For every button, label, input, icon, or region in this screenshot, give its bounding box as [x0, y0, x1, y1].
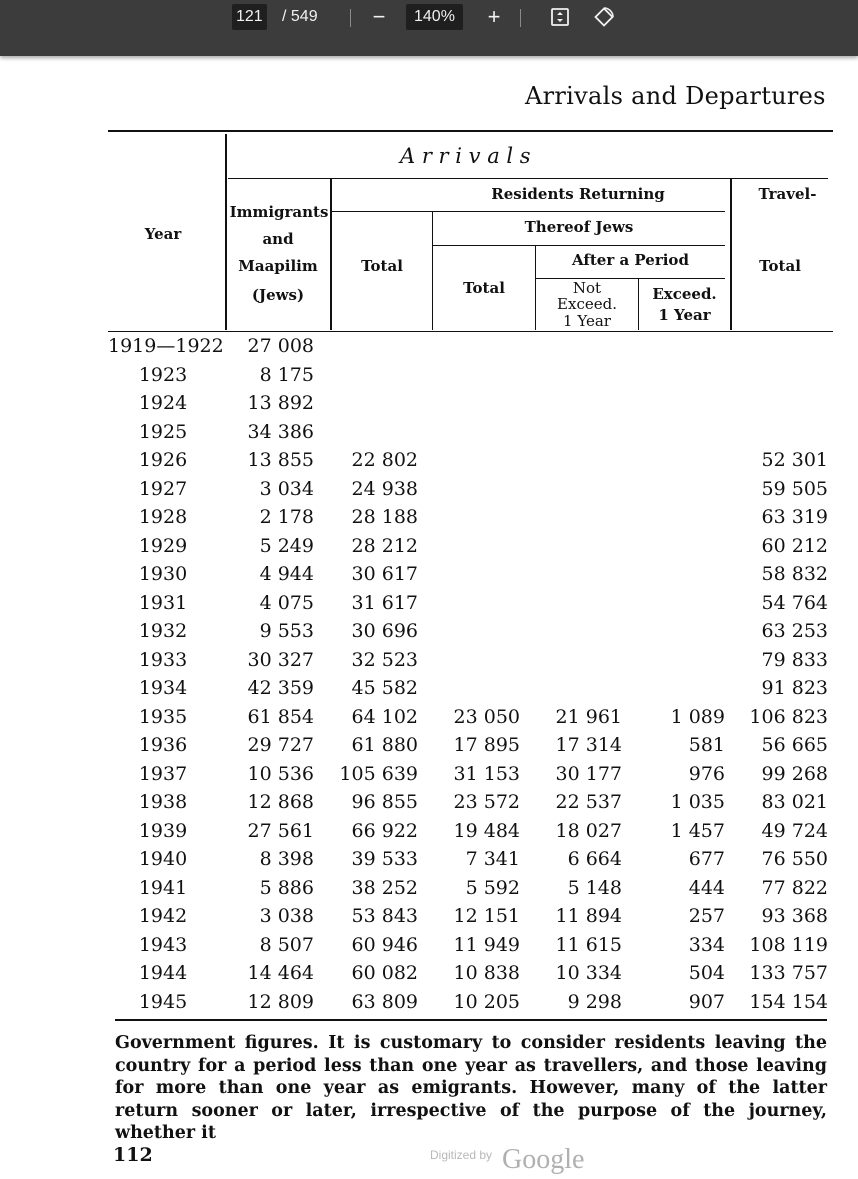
table-bottom-rule [115, 1019, 827, 1021]
cell-year: 1929 [138, 534, 188, 557]
cell-year: 1945 [138, 990, 188, 1013]
cell-trv: 60 212 [761, 534, 828, 557]
cell-year: 1941 [138, 876, 188, 899]
table-row [0, 590, 858, 619]
cell-year: 1924 [138, 392, 188, 414]
table-row [0, 789, 858, 818]
cell-imm: 13 892 [247, 392, 314, 414]
cell-year: 1939 [138, 819, 188, 842]
cell-trv: 59 505 [761, 477, 828, 500]
header-immigrants-4: (Jews) [251, 286, 305, 304]
cell-imm: 8 507 [259, 933, 314, 956]
cell-ne: 18 027 [555, 819, 622, 842]
cell-year: 1919—1922 [108, 335, 224, 357]
cell-ex: 581 [688, 734, 725, 756]
header-thereof-jews: Thereof Jews [524, 218, 634, 236]
cell-year: 1934 [138, 677, 188, 699]
toolbar-divider [520, 9, 521, 27]
cell-year: 1931 [138, 591, 188, 614]
cell-year: 1936 [138, 734, 188, 756]
fit-page-icon[interactable] [545, 2, 575, 32]
cell-res: 7 341 [465, 848, 520, 870]
cell-year: 1943 [138, 933, 188, 956]
cell-tot: 53 843 [351, 905, 418, 927]
header-year: Year [144, 225, 182, 243]
page-heading: Arrivals and Departures [525, 82, 826, 110]
zoom-level-input[interactable]: 140% [406, 4, 463, 30]
header-res-total: Total [463, 279, 505, 297]
header-immigrants-3: Maapilim [238, 257, 318, 275]
cell-ne: 17 314 [555, 734, 622, 756]
travel-column-rule [730, 178, 732, 330]
cell-imm: 30 327 [247, 648, 314, 671]
cell-res: 19 484 [453, 819, 520, 842]
cell-imm: 5 886 [259, 876, 314, 899]
cell-imm: 27 008 [247, 335, 314, 357]
table-row [0, 932, 858, 961]
cell-tot: 24 938 [351, 477, 418, 500]
cell-ex: 907 [688, 990, 725, 1013]
cell-year: 1944 [138, 962, 188, 984]
cell-imm: 29 727 [247, 734, 314, 756]
cell-ne: 10 334 [555, 962, 622, 984]
toolbar-divider [350, 9, 351, 27]
table-row [0, 875, 858, 904]
header-exceed-2: 1 Year [658, 306, 711, 324]
table-row [0, 362, 858, 391]
cell-tot: 45 582 [351, 677, 418, 699]
cell-trv: 93 368 [761, 905, 828, 927]
cell-res: 12 151 [453, 905, 520, 927]
residents-rule [332, 211, 725, 212]
header-not-exceed-2: Exceed. [557, 295, 617, 313]
cell-tot: 22 802 [351, 449, 418, 471]
header-arrivals-text: A r r i v a l s [400, 144, 531, 168]
header-immigrants-1: Immigrants [229, 203, 329, 221]
cell-trv: 106 823 [749, 705, 828, 728]
zoom-out-button[interactable]: − [372, 4, 386, 29]
cell-res: 10 205 [453, 990, 520, 1013]
cell-year: 1925 [138, 420, 188, 443]
cell-imm: 8 398 [259, 848, 314, 870]
table-row [0, 704, 858, 733]
cell-ne: 30 177 [555, 762, 622, 785]
cell-tot: 60 946 [351, 933, 418, 956]
cell-imm: 5 249 [259, 534, 314, 557]
page-number: 112 [113, 1144, 153, 1166]
digitized-by-label: Digitized by [430, 1148, 493, 1162]
rotate-icon[interactable] [589, 2, 619, 32]
cell-imm: 2 178 [259, 506, 314, 528]
cell-imm: 4 944 [259, 563, 314, 585]
cell-ex: 1 089 [670, 705, 725, 728]
cell-imm: 27 561 [247, 819, 314, 842]
cell-res: 31 153 [453, 762, 520, 785]
table-row [0, 504, 858, 533]
cell-year: 1933 [138, 648, 188, 671]
google-logo: Google [502, 1144, 585, 1175]
cell-imm: 12 809 [247, 990, 314, 1013]
cell-year: 1928 [138, 506, 188, 528]
arrivals-rule [228, 178, 828, 179]
cell-imm: 3 034 [259, 477, 314, 500]
cell-tot: 96 855 [351, 791, 418, 813]
cell-ne: 11 615 [555, 933, 622, 956]
year-column-rule [225, 134, 227, 330]
header-bottom-rule [108, 331, 833, 332]
cell-ne: 21 961 [555, 705, 622, 728]
cell-trv: 58 832 [761, 563, 828, 585]
cell-tot: 30 696 [351, 620, 418, 642]
cell-imm: 8 175 [259, 363, 314, 386]
table-row [0, 846, 858, 875]
cell-imm: 14 464 [247, 962, 314, 984]
cell-imm: 9 553 [259, 620, 314, 642]
cell-tot: 28 212 [351, 534, 418, 557]
header-immigrants-2: and [262, 230, 294, 248]
cell-year: 1940 [138, 848, 188, 870]
cell-res: 10 838 [453, 962, 520, 984]
cell-trv: 52 301 [761, 449, 828, 471]
cell-trv: 99 268 [761, 762, 828, 785]
cell-ne: 5 148 [567, 876, 622, 899]
cell-tot: 66 922 [351, 819, 418, 842]
header-travel: Travel- [758, 185, 817, 203]
table-top-rule [108, 130, 833, 132]
table-row [0, 818, 858, 847]
cell-trv: 63 253 [761, 620, 828, 642]
cell-imm: 34 386 [247, 420, 314, 443]
cell-ne: 6 664 [567, 848, 622, 870]
cell-tot: 32 523 [351, 648, 418, 671]
cell-res: 23 572 [453, 791, 520, 813]
table-row [0, 960, 858, 989]
cell-res: 5 592 [465, 876, 520, 899]
cell-ex: 504 [688, 962, 725, 984]
cell-res: 17 895 [453, 734, 520, 756]
table-row [0, 903, 858, 932]
table-row [0, 533, 858, 562]
cell-year: 1935 [138, 705, 188, 728]
table-row [0, 647, 858, 676]
cell-year: 1937 [138, 762, 188, 785]
immigrants-column-rule [330, 178, 332, 330]
cell-trv: 56 665 [761, 734, 828, 756]
cell-ex: 1 457 [670, 819, 725, 842]
cell-trv: 77 822 [761, 876, 828, 899]
cell-tot: 28 188 [351, 506, 418, 528]
cell-year: 1930 [138, 563, 188, 585]
page-total: / 549 [282, 8, 318, 25]
cell-trv: 54 764 [761, 591, 828, 614]
cell-tot: 30 617 [351, 563, 418, 585]
cell-ex: 976 [688, 762, 725, 785]
cell-year: 1926 [138, 449, 188, 471]
table-row [0, 390, 858, 419]
footnote-text: Government figures. It is customary to consider residents leaving the country for a period less than one year as travellers, and those leaving for more than one year as emigrants. However, many of the latter return sooner or later, irrespective of the purpose of the journey, whether it [115, 1033, 827, 1143]
cell-imm: 4 075 [259, 591, 314, 614]
table-row [0, 675, 858, 704]
table-row [0, 419, 858, 448]
table-body [0, 333, 858, 1017]
cell-trv: 63 319 [761, 506, 828, 528]
cell-year: 1923 [138, 363, 188, 386]
cell-tot: 64 102 [351, 705, 418, 728]
table-row [0, 732, 858, 761]
cell-ex: 334 [688, 933, 725, 956]
header-not-exceed-1: Not [572, 279, 602, 297]
table-row [0, 761, 858, 790]
cell-ex: 677 [688, 848, 725, 870]
cell-imm: 13 855 [247, 449, 314, 471]
header-total: Total [361, 257, 403, 275]
cell-tot: 38 252 [351, 876, 418, 899]
header-travel-total: Total [759, 257, 801, 275]
cell-ne: 11 894 [555, 905, 622, 927]
cell-trv: 154 154 [749, 990, 828, 1013]
table-row [0, 333, 858, 362]
cell-year: 1927 [138, 477, 188, 500]
table-row [0, 447, 858, 476]
zoom-in-button[interactable]: + [487, 4, 501, 29]
header-residents-returning: Residents Returning [491, 185, 665, 203]
cell-res: 11 949 [453, 933, 520, 956]
table-row [0, 989, 858, 1018]
cell-ex: 444 [688, 876, 725, 899]
cell-res: 23 050 [453, 705, 520, 728]
viewer-toolbar [0, 0, 858, 56]
cell-year: 1942 [138, 905, 188, 927]
header-not-exceed-3: 1 Year [563, 312, 611, 330]
cell-imm: 10 536 [247, 762, 314, 785]
cell-trv: 91 823 [761, 677, 828, 699]
cell-trv: 133 757 [749, 962, 828, 984]
header-after-period: After a Period [572, 251, 689, 269]
cell-year: 1938 [138, 791, 188, 813]
cell-tot: 105 639 [339, 762, 418, 785]
cell-imm: 42 359 [247, 677, 314, 699]
cell-ex: 257 [688, 905, 725, 927]
header-exceed-1: Exceed. [652, 285, 717, 303]
cell-trv: 76 550 [761, 848, 828, 870]
table-row [0, 618, 858, 647]
cell-imm: 12 868 [247, 791, 314, 813]
cell-trv: 108 119 [749, 933, 828, 956]
cell-ne: 9 298 [567, 990, 622, 1013]
cell-trv: 83 021 [761, 791, 828, 813]
cell-tot: 63 809 [351, 990, 418, 1013]
table-row [0, 561, 858, 590]
cell-year: 1932 [138, 620, 188, 642]
cell-ex: 1 035 [670, 791, 725, 813]
cell-ne: 22 537 [555, 791, 622, 813]
after-period-rule [536, 278, 725, 279]
thereof-jews-rule [433, 245, 725, 246]
cell-tot: 60 082 [351, 962, 418, 984]
cell-trv: 49 724 [761, 819, 828, 842]
header-arrivals [400, 146, 640, 167]
cell-tot: 39 533 [351, 848, 418, 870]
cell-imm: 61 854 [247, 705, 314, 728]
cell-tot: 61 880 [351, 734, 418, 756]
page-number-input[interactable]: 121 [232, 4, 267, 30]
cell-tot: 31 617 [351, 591, 418, 614]
cell-trv: 79 833 [761, 648, 828, 671]
cell-imm: 3 038 [259, 905, 314, 927]
table-row [0, 476, 858, 505]
